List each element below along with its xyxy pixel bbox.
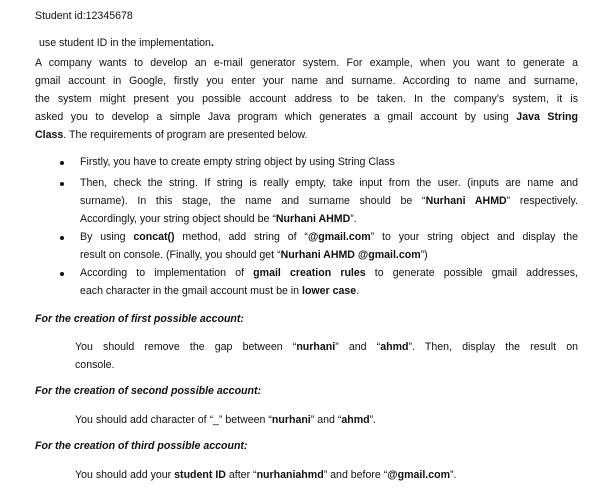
intro-line-5: Class. The requirements of program are presented below. <box>35 129 308 141</box>
student-id-label: Student id:12345678 <box>35 10 133 22</box>
section-first-line-2: console. <box>75 359 115 371</box>
bullet-2-line-3: Accordingly, your string object should be “Nurhani AHMD”. <box>80 213 357 225</box>
section-heading-third: For the creation of third possible account: <box>35 440 248 452</box>
bullet-icon <box>60 182 64 186</box>
bullet-icon <box>60 161 64 165</box>
bullet-1-line-1: Firstly, you have to create empty string object by using String Class <box>80 156 395 168</box>
bullet-4-line-2: each character in the gmail account must be in lower case. <box>80 285 360 297</box>
section-heading-first: For the creation of first possible account: <box>35 313 244 325</box>
bullet-4-line-1: According to implementation of gmail creation rules to generate possible gmail addresses, <box>80 267 578 279</box>
instruction-line: use student ID in the implementation. <box>39 37 214 49</box>
intro-line-2: gmail account in Google, firstly you enter your name and surname. According to name and surname, <box>35 75 578 87</box>
bullet-2-line-1: Then, check the string. If string is really empty, take input from the user. (inputs are name and <box>80 177 578 189</box>
intro-line-4: asked you to develop a simple Java program which generates a gmail account by using Java String <box>35 111 578 123</box>
bullet-2-line-2: surname). In this stage, the name and surname should be “Nurhani AHMD” respectively. <box>80 195 578 207</box>
bullet-3-line-1: By using concat() method, add string of “@gmail.com” to your string object and display the <box>80 231 578 243</box>
section-second-line-1: You should add character of “_” between “nurhani” and “ahmd”. <box>75 414 377 426</box>
section-third-line-1: You should add your student ID after “nurhaniahmd” and before “@gmail.com”. <box>75 469 457 481</box>
intro-line-3: the system might present you possible account address to be taken. In the company’s system, it is <box>35 93 578 105</box>
intro-line-1: A company wants to develop an e-mail generator system. For example, when you want to generate a <box>35 57 578 69</box>
bullet-icon <box>60 272 64 276</box>
bullet-3-line-2: result on console. (Finally, you should get “Nurhani AHMD @gmail.com”) <box>80 249 428 261</box>
bullet-icon <box>60 236 64 240</box>
section-heading-second: For the creation of second possible account: <box>35 385 262 397</box>
section-first-line-1: You should remove the gap between “nurhani” and “ahmd”. Then, display the result on <box>75 341 579 353</box>
